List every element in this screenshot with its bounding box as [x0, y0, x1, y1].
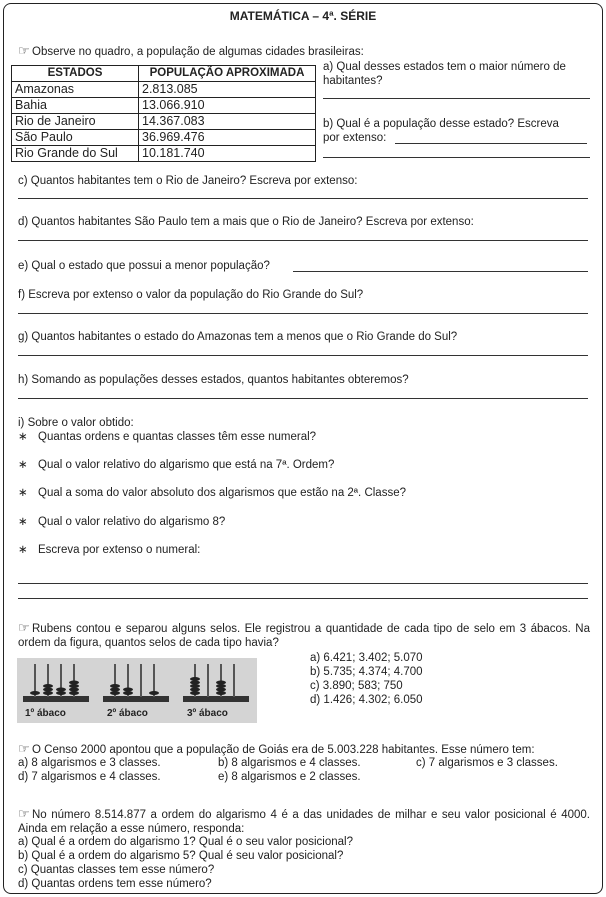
table-row: Amazonas 2.813.085 [12, 82, 316, 98]
answer-line[interactable] [18, 313, 588, 314]
question-a-cont: habitantes? [323, 75, 383, 87]
abacus-label: 3º ábaco [187, 708, 228, 719]
abacus-label: 2º ábaco [107, 708, 148, 719]
answer-line[interactable] [18, 240, 588, 241]
option: b) 8 algarismos e 4 classes. [218, 757, 361, 769]
abacus-bead [69, 691, 79, 695]
abacus-bead [69, 688, 79, 692]
question-3-text: ☞ O Censo 2000 apontou que a população de Goiás era de 5.003.228 habitantes. Esse número tem: [18, 741, 535, 756]
bullet-item: ∗ Qual a soma do valor absoluto dos algarismos que estão na 2ª. Classe? [18, 487, 406, 499]
abacus-bead [110, 684, 120, 688]
option: c) 7 algarismos e 3 classes. [416, 757, 558, 769]
sub-question: d) Quantas ordens tem esse número? [18, 878, 212, 890]
option: d) 1.426; 4.302; 6.050 [310, 694, 423, 706]
abacus-bead [30, 691, 40, 695]
abacus-bead [190, 691, 200, 695]
answer-line[interactable] [323, 98, 590, 99]
answer-line[interactable] [323, 157, 590, 158]
answer-line[interactable] [395, 143, 587, 144]
question-a: a) Qual desses estados tem o maior número de [323, 61, 566, 73]
question-1-intro: ☞ Observe no quadro, a população de algumas cidades brasileiras: [18, 43, 364, 58]
question-b-cont: por extenso: [323, 132, 387, 144]
table-row: Rio de Janeiro 14.367.083 [12, 114, 316, 130]
question-h: h) Somando as populações desses estados, quantos habitantes obteremos? [18, 374, 409, 386]
answer-line[interactable] [18, 355, 588, 356]
question-b: b) Qual é a população desse estado? Escreva [323, 118, 559, 130]
option: b) 5.735; 4.374; 4.700 [310, 666, 423, 678]
question-4-text: ☞ No número 8.514.877 a ordem do algarismo 4 é a das unidades de milhar e seu valor posicional é 4000. Ainda em relação a esse número, responda: [18, 806, 590, 835]
answer-line[interactable] [18, 598, 588, 599]
question-g: g) Quantos habitantes o estado do Amazonas tem a menos que o Rio Grande do Sul? [18, 331, 458, 343]
option: a) 8 algarismos e 3 classes. [18, 757, 161, 769]
question-c: c) Quantos habitantes tem o Rio de Janeiro? Escreva por extenso: [18, 175, 358, 187]
answer-line[interactable] [18, 198, 588, 199]
abacus-bead [43, 684, 53, 688]
option: c) 3.890; 583; 750 [310, 680, 403, 692]
abacus-figure [17, 658, 257, 723]
abacus-bead [190, 677, 200, 681]
pointing-hand-icon: ☞ [18, 43, 30, 58]
table-row: Bahia 13.066.910 [12, 98, 316, 114]
table-header: ESTADOS [12, 66, 139, 82]
question-i: i) Sobre o valor obtido: [18, 417, 134, 429]
bullet-item: ∗ Escreva por extenso o numeral: [18, 544, 201, 556]
abacus-bead [216, 681, 226, 685]
abacus-base [103, 696, 169, 702]
pointing-hand-icon: ☞ [18, 806, 30, 821]
question-2-text: ☞ Rubens contou e separou alguns selos. Ele registrou a quantidade de cada tipo de selo em 3 ábacos. Na ordem da figura, quantos selos de cada tipo havia? [18, 620, 590, 649]
answer-line[interactable] [18, 398, 588, 399]
abacus-bead [190, 684, 200, 688]
abacus-bead [216, 684, 226, 688]
abacus-bead [216, 691, 226, 695]
abacus-bead [123, 688, 133, 692]
abacus-bead [56, 691, 66, 695]
abacus-base [183, 696, 249, 702]
sub-question: b) Qual é a ordem do algarismo 5? Qual é seu valor posicional? [18, 850, 344, 862]
abacus-bead [56, 688, 66, 692]
abacus-label: 1º ábaco [25, 708, 66, 719]
bullet-item: ∗ Qual o valor relativo do algarismo 8? [18, 516, 226, 528]
population-table [11, 65, 316, 162]
option: d) 7 algarismos e 4 classes. [18, 771, 161, 783]
page-title: MATEMÁTICA – 4ª. SÉRIE [229, 9, 377, 23]
abacus-bead [123, 691, 133, 695]
question-f: f) Escreva por extenso o valor da população do Rio Grande do Sul? [18, 289, 364, 301]
abacus-base [23, 696, 89, 702]
abacus-bead [149, 691, 159, 695]
pointing-hand-icon: ☞ [18, 620, 30, 635]
table-row: Rio Grande do Sul 10.181.740 [12, 146, 316, 162]
sub-question: a) Qual é a ordem do algarismo 1? Qual é o seu valor posicional? [18, 836, 353, 848]
table-row: São Paulo 36.969.476 [12, 130, 316, 146]
sub-question: c) Quantas classes tem esse número? [18, 864, 215, 876]
abacus-bead [69, 684, 79, 688]
abacus-bead [110, 691, 120, 695]
table-header: POPULAÇÃO APROXIMADA [139, 66, 316, 82]
bullet-item: ∗ Qual o valor relativo do algarismo que está na 7ª. Ordem? [18, 459, 335, 471]
pointing-hand-icon: ☞ [18, 741, 30, 756]
question-e: e) Qual o estado que possui a menor população? [18, 260, 270, 272]
abacus-bead [43, 691, 53, 695]
answer-line[interactable] [293, 271, 588, 272]
abacus-bead [43, 688, 53, 692]
abacus-bead [216, 688, 226, 692]
option: a) 6.421; 3.402; 5.070 [310, 652, 423, 664]
abacus-bead [69, 681, 79, 685]
abacus-bead [110, 688, 120, 692]
abacus-bead [190, 681, 200, 685]
option: e) 8 algarismos e 2 classes. [218, 771, 361, 783]
bullet-item: ∗ Quantas ordens e quantas classes têm esse numeral? [18, 431, 317, 443]
answer-line[interactable] [18, 583, 588, 584]
abacus-bead [190, 688, 200, 692]
question-d: d) Quantos habitantes São Paulo tem a mais que o Rio de Janeiro? Escreva por extenso: [18, 216, 474, 228]
